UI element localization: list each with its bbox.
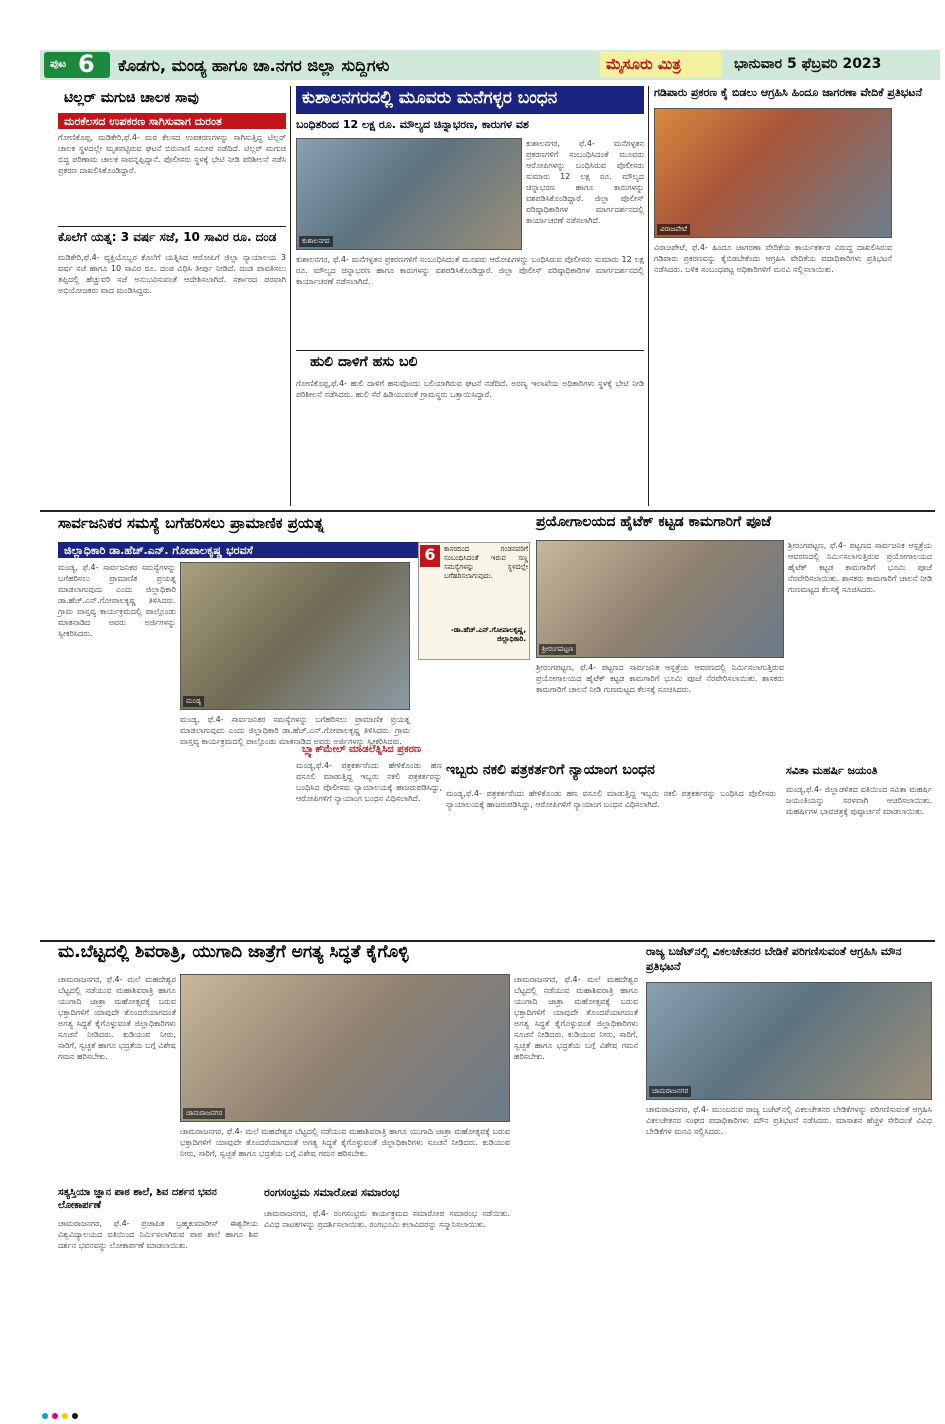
school-title: ಸತ್ಯಸ್ತಿಯಾ ಜ್ಞಾನ ಪಾಠ ಶಾಲೆ, ಶಿವ ದರ್ಶನ ಭವನ ಲೋಕಾರ್ಪಣೆ	[58, 1187, 217, 1211]
column-rule	[290, 86, 291, 506]
page-label: ಪುಟ	[50, 57, 67, 70]
mmhills-body: ಚಾಮರಾಜನಗರ, ಫೆ.4- ಮಲೆ ಮಹದೇಶ್ವರ ಬೆಟ್ಟದಲ್ಲಿ ನಡೆಯುವ ಮಹಾಶಿವರಾತ್ರಿ ಹಾಗೂ ಯುಗಾದಿ ಜಾತ್ರಾ ಮಹೋತ್ಸವಕ್ಕೆ ಬರುವ ಭಕ್ತಾದಿಗಳಿಗೆ ಯಾವುದೇ ತೊಂದರೆಯಾಗದಂತೆ ಅಗತ್ಯ ಸಿದ್ಧತೆ ಕೈಗೊಳ್ಳುವಂತೆ ಜಿಲ್ಲಾಧಿಕಾರಿಗಳು ಸೂಚನೆ ನೀಡಿದರು. ಕುಡಿಯುವ ನೀರು, ಸಾರಿಗೆ, ಸ್ವಚ್ಛತೆ ಹಾಗೂ ಭದ್ರತೆಯ ಬಗ್ಗೆ ವಿಶೇಷ ಗಮನ ಹರಿಸಬೇಕು.	[58, 975, 176, 1061]
kushalnagar-subtitle: ಬಂಧಿತರಿಂದ 12 ಲಕ್ಷ ರೂ. ಮೌಲ್ಯದ ಚಿನ್ನಾಭರಣ, ಕಾರುಗಳ ವಶ	[296, 118, 529, 131]
police-photo-caption: ಕುಶಾಲನಗರ	[299, 236, 333, 247]
jail-title: ಕೊಲೆಗೆ ಯತ್ನ: 3 ವರ್ಷ ಸಜೆ, 10 ಸಾವಿರ ರೂ. ದಂಡ	[58, 230, 277, 244]
dateline: ಭಾನುವಾರ 5 ಫೆಬ್ರವರಿ 2023	[734, 56, 882, 72]
tiller-body: ಗೋಣಿಕೊಪ್ಪ, ಮಡಿಕೇರಿ,ಫೆ.4- ಮರ ಕೆಲಸದ ಉಪಕರಣಗಳನ್ನು ಸಾಗಿಸುತ್ತಿದ್ದ ಟಿಲ್ಲರ್ ಚಾಲಕ ಸ್ಥಳದಲ್ಲೇ ಮೃತಪಟ್ಟಿರುವ ಘಟನೆ ಬಿರುನಾಣಿ ಸಮೀಪ ನಡೆದಿದೆ. ಟಿಲ್ಲರ್ ಮಗುಚಿ ಬಿದ್ದ ಪರಿಣಾಮ ಚಾಲಕ ಸಾವನ್ನಪ್ಪಿದ್ದಾನೆ. ಪೊಲೀಸರು ಸ್ಥಳಕ್ಕೆ ಭೇಟಿ ನೀಡಿ ಪರಿಶೀಲನೆ ನಡೆಸಿ ಪ್ರಕರಣ ದಾಖಲಿಸಿಕೊಂಡಿದ್ದಾರೆ.	[58, 133, 286, 175]
school-body: ಚಾಮರಾಜನಗರ, ಫೆ.4- ಪ್ರಜಾಪಿತ ಬ್ರಹ್ಮಕುಮಾರೀಸ್ ಈಶ್ವರೀಯ ವಿಶ್ವವಿದ್ಯಾಲಯದ ವತಿಯಿಂದ ನಿರ್ಮಿಸಲಾಗಿರುವ ಪಾಠ ಶಾಲೆ ಹಾಗೂ ಶಿವ ದರ್ಶನ ಭವನವನ್ನು ಲೋಕಾರ್ಪಣೆ ಮಾಡಲಾಯಿತು.	[58, 1219, 258, 1250]
savita-title: ಸವಿತಾ ಮಹರ್ಷಿ ಜಯಂತಿ	[786, 764, 878, 777]
kushalnagar-title: ಕುಶಾಲನಗರದಲ್ಲಿ ಮೂವರು ಮನೆಗಳ್ಳರ ಬಂಧನ	[296, 86, 644, 114]
lab-photo	[536, 540, 784, 658]
public-title: ಸಾರ್ವಜನಿಕರ ಸಮಸ್ಯೆ ಬಗೆಹರಿಸಲು ಪ್ರಾಮಾಣಿಕ ಪ್ರಯತ್ನ	[58, 514, 324, 532]
dc-photo	[180, 562, 410, 710]
reporters-body: ಮಂಡ್ಯ,ಫೆ.4- ಪತ್ರಕರ್ತರೆಂದು ಹೇಳಿಕೊಂಡು ಹಣ ವಸೂಲಿ ಮಾಡುತ್ತಿದ್ದ ಇಬ್ಬರು ನಕಲಿ ಪತ್ರಕರ್ತರನ್ನು ಬಂಧಿಸಿದ ಪೊಲೀಸರು ನ್ಯಾಯಾಲಯಕ್ಕೆ ಹಾಜರುಪಡಿಸಿದ್ದು, ಆರೋಪಿಗಳಿಗೆ ನ್ಯಾಯಾಂಗ ಬಂಧನ ವಿಧಿಸಲಾಗಿದೆ.	[446, 789, 776, 809]
quote-text: ಕಾಸರದಿಂದ ಗಂಡನವರಿಗೆ ಸಂಬಂಧಿಸಿದಂತೆ ಇರುವ ಸಣ್ಣ ಸಮಸ್ಯೆಗಳನ್ನು ಸ್ಥಳದಲ್ಲೇ ಬಗೆಹರಿಸಲಾಗುವುದು.	[444, 545, 528, 580]
divider	[40, 510, 935, 512]
mmhills-body-more: ಚಾಮರಾಜನಗರ, ಫೆ.4- ಮಲೆ ಮಹದೇಶ್ವರ ಬೆಟ್ಟದಲ್ಲಿ ನಡೆಯುವ ಮಹಾಶಿವರಾತ್ರಿ ಹಾಗೂ ಯುಗಾದಿ ಜಾತ್ರಾ ಮಹೋತ್ಸವಕ್ಕೆ ಬರುವ ಭಕ್ತಾದಿಗಳಿಗೆ ಯಾವುದೇ ತೊಂದರೆಯಾಗದಂತೆ ಅಗತ್ಯ ಸಿದ್ಧತೆ ಕೈಗೊಳ್ಳುವಂತೆ ಜಿಲ್ಲಾಧಿಕಾರಿಗಳು ಸೂಚನೆ ನೀಡಿದರು. ಕುಡಿಯುವ ನೀರು, ಸಾರಿಗೆ, ಸ್ವಚ್ಛತೆ ಹಾಗೂ ಭದ್ರತೆಯ ಬಗ್ಗೆ ವಿಶೇಷ ಗಮನ ಹರಿಸಬೇಕು.	[180, 1127, 510, 1158]
lab-body: ಶ್ರೀರಂಗಪಟ್ಟಣ, ಫೆ.4- ಪಟ್ಟಣದ ಸಾರ್ವಜನಿಕ ಆಸ್ಪತ್ರೆಯ ಆವರಣದಲ್ಲಿ ನಿರ್ಮಿಸಲಾಗುತ್ತಿರುವ ಪ್ರಯೋಗಾಲಯದ ಹೈಟೆಕ್ ಕಟ್ಟಡ ಕಾಮಗಾರಿಗೆ ಭೂಮಿ ಪೂಜೆ ನೆರವೇರಿಸಲಾಯಿತು. ಶಾಸಕರು ಕಾಮಗಾರಿಗೆ ಚಾಲನೆ ನೀಡಿ ಗುಣಮಟ್ಟದ ಕೆಲಸಕ್ಕೆ ಸೂಚಿಸಿದರು.	[536, 663, 784, 694]
reporters-body-left: ಮಂಡ್ಯ,ಫೆ.4- ಪತ್ರಕರ್ತರೆಂದು ಹೇಳಿಕೊಂಡು ಹಣ ವಸೂಲಿ ಮಾಡುತ್ತಿದ್ದ ಇಬ್ಬರು ನಕಲಿ ಪತ್ರಕರ್ತರನ್ನು ಬಂಧಿಸಿದ ಪೊಲೀಸರು ನ್ಯಾಯಾಲಯಕ್ಕೆ ಹಾಜರುಪಡಿಸಿದ್ದು, ಆರೋಪಿಗಳಿಗೆ ನ್ಯಾಯಾಂಗ ಬಂಧನ ವಿಧಿಸಲಾಗಿದೆ.	[296, 761, 442, 803]
budget-body: ಚಾಮರಾಜನಗರ, ಫೆ.4- ಮುಂಬರುವ ರಾಜ್ಯ ಬಜೆಟ್‌ನಲ್ಲಿ ವಿಕಲಚೇತನರ ಬೇಡಿಕೆಗಳನ್ನು ಪರಿಗಣಿಸುವಂತೆ ಆಗ್ರಹಿಸಿ ವಿಕಲಚೇತನರ ಸಂಘದ ಪದಾಧಿಕಾರಿಗಳು ಮೌನ ಪ್ರತಿಭಟನೆ ನಡೆಸಿದರು. ಮಾಸಾಶನ ಹೆಚ್ಚಳ ಸೇರಿದಂತೆ ವಿವಿಧ ಬೇಡಿಕೆಗಳ ಮನವಿ ಸಲ್ಲಿಸಿದರು.	[646, 1105, 932, 1136]
lab-photo-caption: ಶ್ರೀರಂಗಪಟ್ಟಣ	[539, 644, 576, 655]
reporters-title: ಇಬ್ಬರು ನಕಲಿ ಪತ್ರಕರ್ತರಿಗೆ ನ್ಯಾಯಾಂಗ ಬಂಧನ	[446, 762, 655, 778]
registration-marks	[40, 1404, 930, 1414]
public-body: ಮಂಡ್ಯ, ಫೆ.4- ಸಾರ್ವಜನಿಕರ ಸಮಸ್ಯೆಗಳನ್ನು ಬಗೆಹರಿಸಲು ಪ್ರಾಮಾಣಿಕ ಪ್ರಯತ್ನ ಮಾಡಲಾಗುವುದು ಎಂದು ಜಿಲ್ಲಾಧಿಕಾರಿ ಡಾ.ಹೆಚ್.ಎನ್.ಗೋಪಾಲಕೃಷ್ಣ ತಿಳಿಸಿದರು. ಗ್ರಾಮ ವಾಸ್ತವ್ಯ ಕಾರ್ಯಕ್ರಮದಲ್ಲಿ ಪಾಲ್ಗೊಂಡು ಮಾತನಾಡಿದ ಅವರು ಅರ್ಜಿಗಳನ್ನು ಸ್ವೀಕರಿಸಿದರು.	[58, 563, 176, 638]
lab-body-side: ಶ್ರೀರಂಗಪಟ್ಟಣ, ಫೆ.4- ಪಟ್ಟಣದ ಸಾರ್ವಜನಿಕ ಆಸ್ಪತ್ರೆಯ ಆವರಣದಲ್ಲಿ ನಿರ್ಮಿಸಲಾಗುತ್ತಿರುವ ಪ್ರಯೋಗಾಲಯದ ಹೈಟೆಕ್ ಕಟ್ಟಡ ಕಾಮಗಾರಿಗೆ ಭೂಮಿ ಪೂಜೆ ನೆರವೇರಿಸಲಾಯಿತು. ಶಾಸಕರು ಕಾಮಗಾರಿಗೆ ಚಾಲನೆ ನೀಡಿ ಗುಣಮಟ್ಟದ ಕೆಲಸಕ್ಕೆ ಸೂಚಿಸಿದರು.	[788, 541, 932, 594]
dc-photo-caption: ಮಂಡ್ಯ	[183, 696, 204, 707]
budget-title: ರಾಜ್ಯ ಬಜೆಟ್‌ನಲ್ಲಿ ವಿಕಲಚೇತನರ ಬೇಡಿಕೆ ಪರಿಗಣಿಸುವಂತೆ ಆಗ್ರಹಿಸಿ ಮೌನ ಪ್ರತಿಭಟನೆ	[646, 945, 902, 973]
disabled-protest-photo	[646, 982, 932, 1100]
tiger-title: ಹುಲಿ ದಾಳಿಗೆ ಹಸು ಬಲಿ	[310, 354, 418, 370]
quote-number: 6	[420, 545, 440, 567]
kushalnagar-body-col: ಕುಶಾಲನಗರ, ಫೆ.4- ಮನೆಗಳ್ಳತನ ಪ್ರಕರಣಗಳಿಗೆ ಸಂಬಂಧಿಸಿದಂತೆ ಮೂವರು ಆರೋಪಿಗಳನ್ನು ಬಂಧಿಸಿರುವ ಪೊಲೀಸರು ಸುಮಾರು 12 ಲಕ್ಷ ರೂ. ಮೌಲ್ಯದ ಚಿನ್ನಾಭರಣ ಹಾಗೂ ಕಾರುಗಳನ್ನು ವಶಪಡಿಸಿಕೊಂಡಿದ್ದಾರೆ. ಜಿಲ್ಲಾ ಪೊಲೀಸ್ ವರಿಷ್ಠಾಧಿಕಾರಿಗಳ ಮಾರ್ಗದರ್ಶನದಲ್ಲಿ ಕಾರ್ಯಾಚರಣೆ ನಡೆಸಲಾಗಿದೆ.	[526, 139, 644, 225]
column-rule	[648, 86, 649, 506]
theatre-body: ಚಾಮರಾಜನಗರ, ಫೆ.4- ರಂಗಸಂಭ್ರಮ ಕಾರ್ಯಕ್ರಮದ ಸಮಾರೋಪ ಸಮಾರಂಭ ನಡೆಯಿತು. ವಿವಿಧ ನಾಟಕಗಳನ್ನು ಪ್ರದರ್ಶಿಸಲಾಯಿತು. ರಂಗಭೂಮಿ ಕಲಾವಿದರನ್ನು ಸನ್ಮಾನಿಸಲಾಯಿತು.	[264, 1209, 510, 1229]
disabled-photo-caption: ಚಾಮರಾಜನಗರ	[649, 1086, 691, 1097]
divider	[296, 350, 644, 351]
tiller-subtitle: ಮರಕೆಲಸದ ಉಪಕರಣ ಸಾಗಿಸುವಾಗ ದುರಂತ	[58, 113, 286, 129]
meeting-photo-caption: ಚಾಮರಾಜನಗರ	[183, 1108, 225, 1119]
divider	[58, 226, 286, 227]
savita-body: ಮಂಡ್ಯ,ಫೆ.4- ಜಿಲ್ಲಾಡಳಿತದ ವತಿಯಿಂದ ಸವಿತಾ ಮಹರ್ಷಿ ಜಯಂತಿಯನ್ನು ಸರಳವಾಗಿ ಆಚರಿಸಲಾಯಿತು. ಮಹರ್ಷಿಗಳ ಭಾವಚಿತ್ರಕ್ಕೆ ಪುಷ್ಪಾರ್ಚನೆ ಮಾಡಲಾಯಿತು.	[786, 785, 932, 816]
tiger-body: ಗೋಣಿಕೊಪ್ಪ,ಫೆ.4- ಹುಲಿ ದಾಳಿಗೆ ಹಸುವೊಂದು ಬಲಿಯಾಗಿರುವ ಘಟನೆ ನಡೆದಿದೆ. ಅರಣ್ಯ ಇಲಾಖೆಯ ಅಧಿಕಾರಿಗಳು ಸ್ಥಳಕ್ಕೆ ಭೇಟಿ ನೀಡಿ ಪರಿಶೀಲನೆ ನಡೆಸಿದರು. ಹುಲಿ ಸೆರೆ ಹಿಡಿಯುವಂತೆ ಗ್ರಾಮಸ್ಥರು ಒತ್ತಾಯಿಸಿದ್ದಾರೆ.	[296, 379, 644, 399]
masthead: ಮೈಸೂರು ಮಿತ್ರ	[606, 55, 681, 73]
police-photo	[296, 138, 522, 250]
page-number: 6	[78, 50, 95, 78]
protest-photo-caption: ವಿರಾಜಪೇಟೆ	[657, 224, 690, 235]
lab-title: ಪ್ರಯೋಗಾಲಯದ ಹೈಟೆಕ್ ಕಟ್ಟಡ ಕಾಮಗಾರಿಗೆ ಪೂಜೆ	[536, 514, 772, 530]
mmhills-title: ಮ.ಬೆಟ್ಟದಲ್ಲಿ ಶಿವರಾತ್ರಿ, ಯುಗಾದಿ ಜಾತ್ರೆಗೆ ಅಗತ್ಯ ಸಿದ್ಧತೆ ಕೈಗೊಳ್ಳಿ	[58, 942, 409, 962]
public-subtitle: ಜಿಲ್ಲಾಧಿಕಾರಿ ಡಾ.ಹೆಚ್.ಎನ್. ಗೋಪಾಲಕೃಷ್ಣ ಭರವಸೆ	[58, 542, 418, 558]
protest-photo	[654, 108, 892, 238]
blackmail-title: ಬ್ಲ್ಯಾಕ್‌ಮೇಲ್ ಮಾಡಲೆತ್ನಿಸಿದ ಪ್ರಕರಣ	[302, 744, 421, 755]
meeting-photo	[180, 974, 510, 1122]
theatre-title: ರಂಗಸಂಭ್ರಮ ಸಮಾರೋಪ ಸಮಾರಂಭ	[264, 1186, 400, 1199]
hindu-body: ವಿರಾಜಪೇಟೆ, ಫೆ.4- ಹಿಂದೂ ಜಾಗರಣಾ ವೇದಿಕೆಯ ಕಾರ್ಯಕರ್ತರ ವಿರುದ್ಧ ದಾಖಲಿಸಿರುವ ಗಡಿಪಾರು ಪ್ರಕರಣವನ್ನು ಕೈಬಿಡಬೇಕೆಂದು ಆಗ್ರಹಿಸಿ ವೇದಿಕೆಯ ಪದಾಧಿಕಾರಿಗಳು ಪ್ರತಿಭಟನೆ ನಡೆಸಿದರು. ಬಳಿಕ ಸಂಬಂಧಪಟ್ಟ ಅಧಿಕಾರಿಗಳಿಗೆ ಮನವಿ ಸಲ್ಲಿಸಲಾಯಿತು.	[654, 243, 892, 274]
quote-credit: -ಡಾ.ಹೆಚ್.ಎನ್.ಗೋಪಾಲಕೃಷ್ಣ, ಜಿಲ್ಲಾಧಿಕಾರಿ.	[450, 626, 526, 643]
jail-body: ಮಡಿಕೇರಿ,ಫೆ.4- ವ್ಯಕ್ತಿಯೊಬ್ಬರ ಕೊಲೆಗೆ ಯತ್ನಿಸಿದ ಆರೋಪಿಗೆ ಜಿಲ್ಲಾ ನ್ಯಾಯಾಲಯ 3 ವರ್ಷ ಸಜೆ ಹಾಗೂ 10 ಸಾವಿರ ರೂ. ದಂಡ ವಿಧಿಸಿ ತೀರ್ಪು ನೀಡಿದೆ. ದಂಡ ಪಾವತಿಸಲು ತಪ್ಪಿದಲ್ಲಿ ಹೆಚ್ಚುವರಿ ಸಜೆ ಅನುಭವಿಸುವಂತೆ ಆದೇಶಿಸಲಾಗಿದೆ. ಸರ್ಕಾರದ ಪರವಾಗಿ ಅಭಿಯೋಜಕರು ವಾದ ಮಂಡಿಸಿದ್ದರು.	[58, 253, 286, 295]
hindu-title: ಗಡಿಪಾರು ಪ್ರಕರಣ ಕೈ ಬಿಡಲು ಆಗ್ರಹಿಸಿ ಹಿಂದೂ ಜಾಗರಣಾ ವೇದಿಕೆ ಪ್ರತಿಭಟನೆ	[654, 86, 923, 99]
section-title: ಕೊಡಗು, ಮಂಡ್ಯ ಹಾಗೂ ಚಾ.ನಗರ ಜಿಲ್ಲಾ ಸುದ್ದಿಗಳು	[118, 56, 390, 75]
public-body-more: ಮಂಡ್ಯ, ಫೆ.4- ಸಾರ್ವಜನಿಕರ ಸಮಸ್ಯೆಗಳನ್ನು ಬಗೆಹರಿಸಲು ಪ್ರಾಮಾಣಿಕ ಪ್ರಯತ್ನ ಮಾಡಲಾಗುವುದು ಎಂದು ಜಿಲ್ಲಾಧಿಕಾರಿ ಡಾ.ಹೆಚ್.ಎನ್.ಗೋಪಾಲಕೃಷ್ಣ ತಿಳಿಸಿದರು. ಗ್ರಾಮ ವಾಸ್ತವ್ಯ ಕಾರ್ಯಕ್ರಮದಲ್ಲಿ ಪಾಲ್ಗೊಂಡು ಮಾತನಾಡಿದ ಅವರು ಅರ್ಜಿಗಳನ್ನು ಸ್ವೀಕರಿಸಿದರು.	[180, 715, 410, 746]
tiller-title: ಟಿಲ್ಲರ್ ಮಗುಚಿ ಚಾಲಕ ಸಾವು	[64, 90, 199, 106]
mmhills-body-right: ಚಾಮರಾಜನಗರ, ಫೆ.4- ಮಲೆ ಮಹದೇಶ್ವರ ಬೆಟ್ಟದಲ್ಲಿ ನಡೆಯುವ ಮಹಾಶಿವರಾತ್ರಿ ಹಾಗೂ ಯುಗಾದಿ ಜಾತ್ರಾ ಮಹೋತ್ಸವಕ್ಕೆ ಬರುವ ಭಕ್ತಾದಿಗಳಿಗೆ ಯಾವುದೇ ತೊಂದರೆಯಾಗದಂತೆ ಅಗತ್ಯ ಸಿದ್ಧತೆ ಕೈಗೊಳ್ಳುವಂತೆ ಜಿಲ್ಲಾಧಿಕಾರಿಗಳು ಸೂಚನೆ ನೀಡಿದರು. ಕುಡಿಯುವ ನೀರು, ಸಾರಿಗೆ, ಸ್ವಚ್ಛತೆ ಹಾಗೂ ಭದ್ರತೆಯ ಬಗ್ಗೆ ವಿಶೇಷ ಗಮನ ಹರಿಸಬೇಕು.	[514, 975, 638, 1061]
kushalnagar-body: ಕುಶಾಲನಗರ, ಫೆ.4- ಮನೆಗಳ್ಳತನ ಪ್ರಕರಣಗಳಿಗೆ ಸಂಬಂಧಿಸಿದಂತೆ ಮೂವರು ಆರೋಪಿಗಳನ್ನು ಬಂಧಿಸಿರುವ ಪೊಲೀಸರು ಸುಮಾರು 12 ಲಕ್ಷ ರೂ. ಮೌಲ್ಯದ ಚಿನ್ನಾಭರಣ ಹಾಗೂ ಕಾರುಗಳನ್ನು ವಶಪಡಿಸಿಕೊಂಡಿದ್ದಾರೆ. ಜಿಲ್ಲಾ ಪೊಲೀಸ್ ವರಿಷ್ಠಾಧಿಕಾರಿಗಳ ಮಾರ್ಗದರ್ಶನದಲ್ಲಿ ಕಾರ್ಯಾಚರಣೆ ನಡೆಸಲಾಗಿದೆ.	[296, 255, 644, 286]
